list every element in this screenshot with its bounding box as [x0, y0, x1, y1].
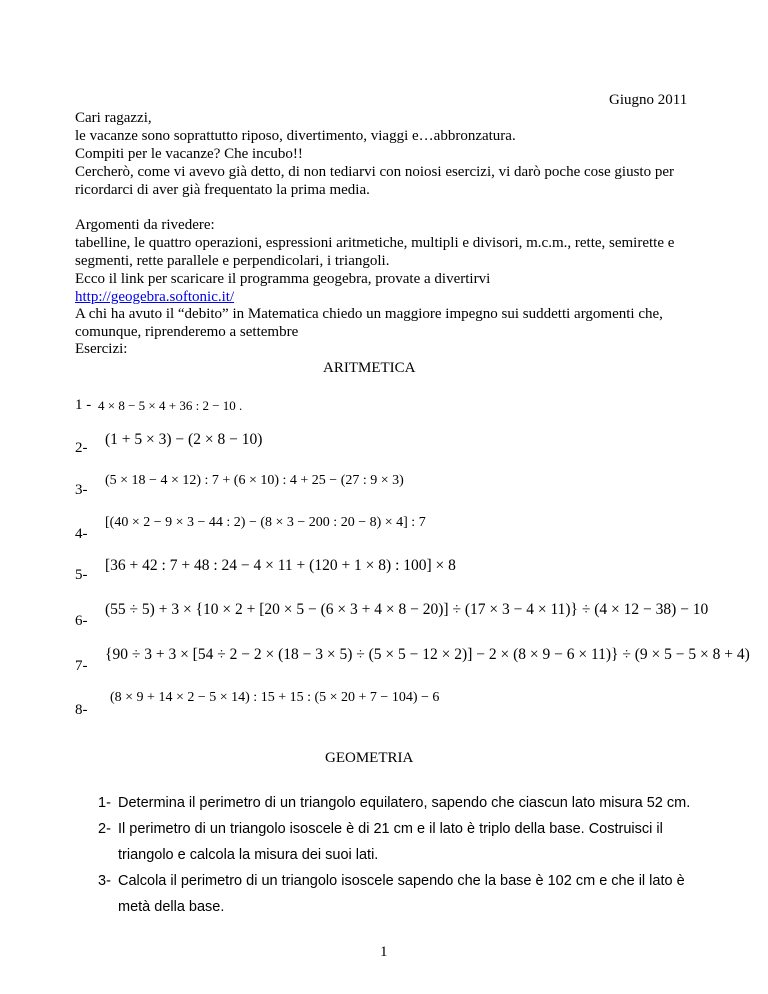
intro-paragraph [75, 109, 674, 199]
exercise-number: 3- [75, 482, 88, 498]
exercise-expression: {90 ÷ 3 + 3 × [54 ÷ 2 − 2 × (18 − 3 × 5) ÷ (5 × 5 − 12 × 2)] − 2 × (8 × 9 − 6 × 11)} ÷ (9 × 5 − 5 × 8 + 4) [105, 646, 750, 663]
exercise-number: 5- [75, 567, 88, 583]
exercise-expression: 4 × 8 − 5 × 4 + 36 : 2 − 10 . [98, 398, 243, 413]
exercise-number: 6- [75, 613, 88, 629]
exercise-text: Calcola il perimetro di un triangolo isoscele sapendo che la base è 102 cm e che il lato è [118, 873, 685, 889]
arithmetic-title: ARITMETICA [323, 360, 416, 376]
topics-paragraph [75, 216, 674, 306]
exercise-expression: [36 + 42 : 7 + 48 : 24 − 4 × 11 + (120 + 1 × 8) : 100] × 8 [105, 557, 456, 574]
intro-line: Cari ragazzi, [75, 110, 152, 126]
exercise-number: 7- [75, 658, 88, 674]
geometry-exercise [98, 868, 690, 894]
exercise-expression: (5 × 18 − 4 × 12) : 7 + (6 × 10) : 4 + 25 − (27 : 9 × 3) [105, 473, 404, 488]
intro-line: Compiti per le vacanze? Che incubo!! [75, 146, 303, 162]
geometry-exercise [98, 790, 690, 816]
exercise-expression: (55 ÷ 5) + 3 × {10 × 2 + [20 × 5 − (6 × 3 + 4 × 8 − 20)] ÷ (17 × 3 − 4 × 11)} ÷ (4 × 12 − 38) − 10 [105, 601, 709, 618]
debt-line: comunque, riprenderemo a settembre [75, 324, 299, 340]
exercise-number: 4- [75, 526, 88, 542]
topics-line: tabelline, le quattro operazioni, espressioni aritmetiche, multipli e divisori, m.c.m., rette, semirette e [75, 235, 675, 251]
exercise-number: 1 - [75, 397, 92, 413]
intro-line: le vacanze sono soprattutto riposo, divertimento, viaggi e…abbronzatura. [75, 128, 516, 144]
exercise-text: Il perimetro di un triangolo isoscele è di 21 cm e il lato è triplo della base. Costruisci il [118, 821, 663, 837]
exercise-number: 3- [98, 873, 111, 889]
topics-line: segmenti, rette parallele e perpendicolari, i triangoli. [75, 253, 390, 269]
debt-line: A chi ha avuto il “debito” in Matematica chiedo un maggiore impegno sui suddetti argomenti che, [75, 306, 663, 322]
topics-line: Ecco il link per scaricare il programma geogebra, provate a divertirvi [75, 271, 491, 287]
geogebra-link[interactable]: http://geogebra.softonic.it/ [75, 289, 235, 305]
date: Giugno 2011 [609, 92, 688, 108]
exercise-number: 2- [98, 821, 111, 837]
exercise-text: Determina il perimetro di un triangolo equilatero, sapendo che ciascun lato misura 52 cm. [118, 795, 691, 811]
geometry-exercise [98, 816, 690, 842]
geometry-exercises [98, 790, 690, 920]
topics-line: Argomenti da rivedere: [75, 217, 215, 233]
geometry-title: GEOMETRIA [325, 750, 414, 766]
intro-line: Cercherò, come vi avevo già detto, di non tediarvi con noiosi esercizi, vi darò poche cose giusto per [75, 164, 674, 180]
exercise-expression: (8 × 9 + 14 × 2 − 5 × 14) : 15 + 15 : (5 × 20 + 7 − 104) − 6 [110, 690, 440, 705]
exercise-text: triangolo e calcola la misura dei suoi lati. [118, 847, 379, 863]
exercise-number: 1- [98, 795, 111, 811]
exercise-expression: [(40 × 2 − 9 × 3 − 44 : 2) − (8 × 3 − 200 : 20 − 8) × 4] : 7 [105, 515, 426, 530]
debt-paragraph [75, 305, 663, 341]
intro-line: ricordarci di aver già frequentato la prima media. [75, 182, 370, 198]
exercise-expression: (1 + 5 × 3) − (2 × 8 − 10) [105, 431, 263, 448]
exercises-label: Esercizi: [75, 341, 128, 357]
exercise-text: metà della base. [118, 899, 225, 915]
page-number: 1 [380, 944, 388, 960]
exercise-number: 8- [75, 702, 88, 718]
exercise-number: 2- [75, 440, 88, 456]
